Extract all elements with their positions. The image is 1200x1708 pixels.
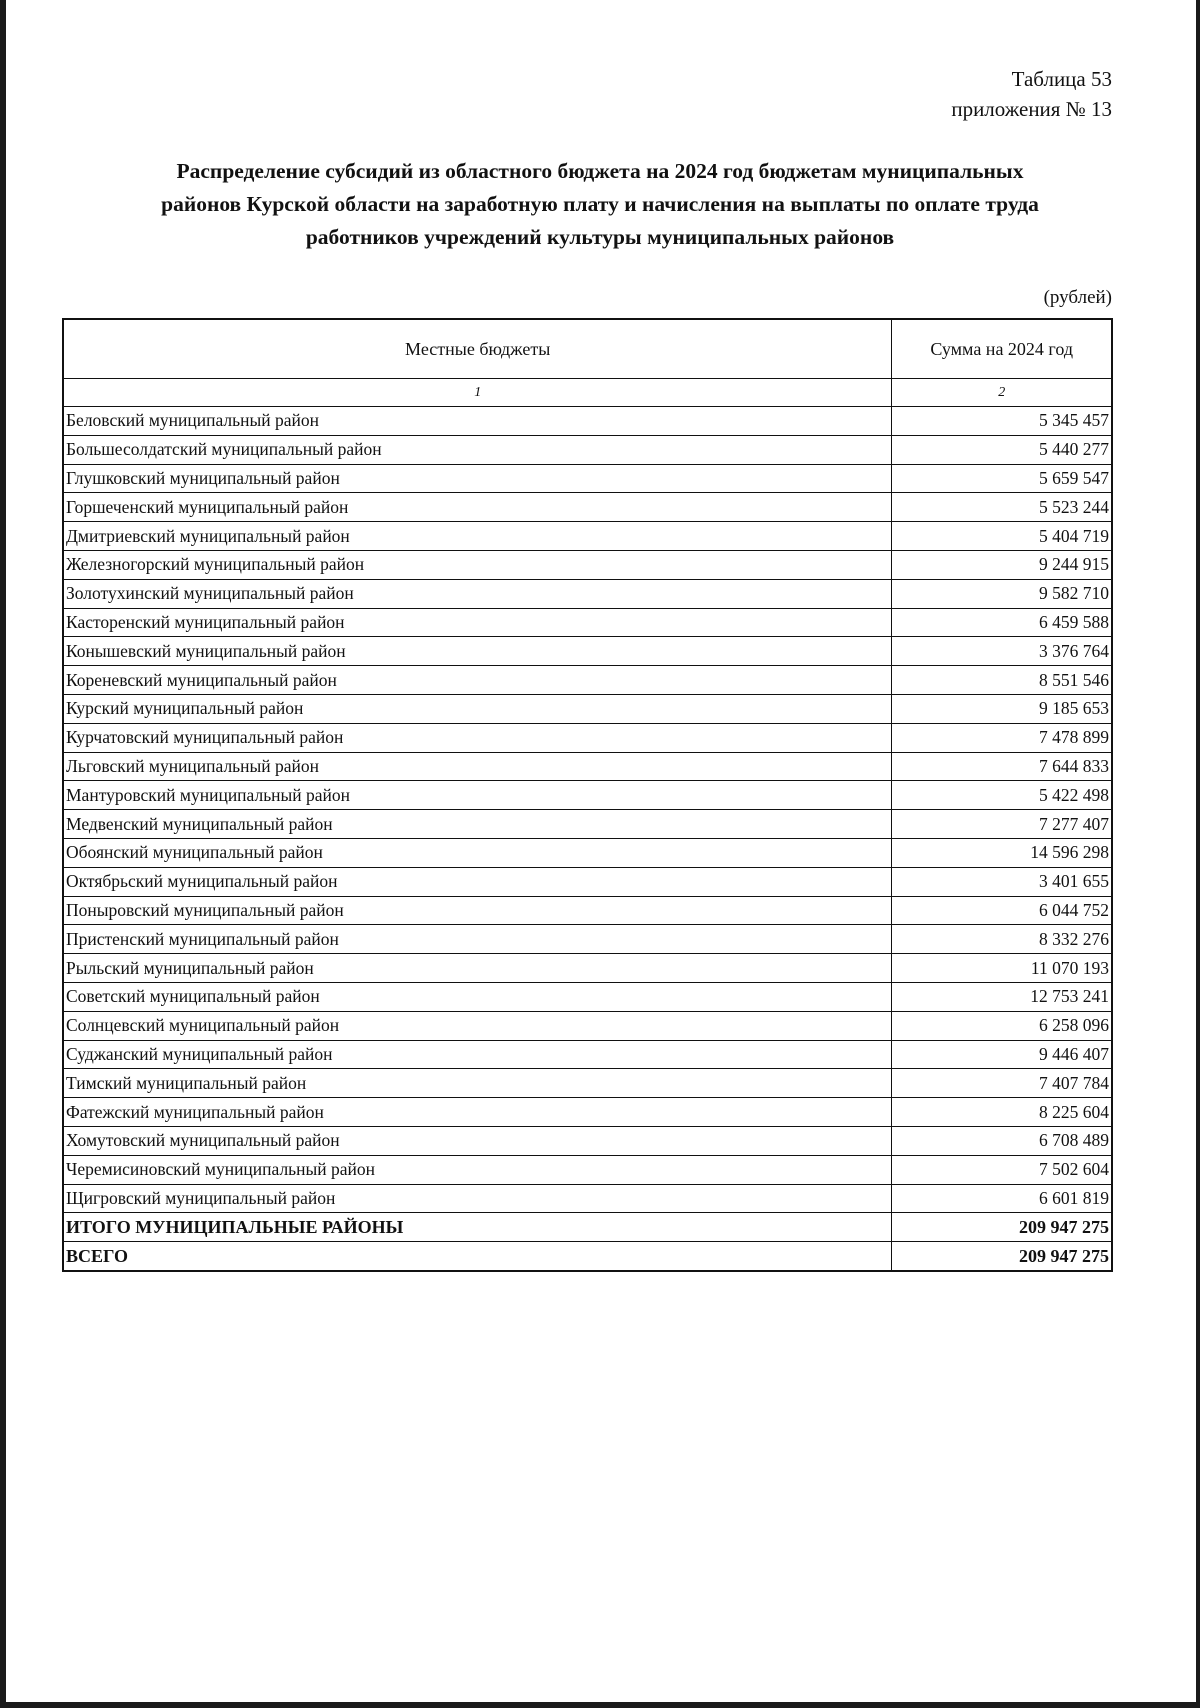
- title-line-2: районов Курской области на заработную плату и начисления на выплаты по оплате труда: [161, 192, 1039, 216]
- table-row: [63, 493, 1112, 522]
- district-sum: 5 440 277: [892, 435, 1112, 464]
- district-sum: 5 422 498: [892, 781, 1112, 810]
- scan-edge-left: [0, 0, 6, 1708]
- table-row: [63, 407, 1112, 436]
- district-name: Горшеченский муниципальный район: [63, 493, 892, 522]
- table-row: [63, 723, 1112, 752]
- table-row: [63, 694, 1112, 723]
- district-sum: 5 345 457: [892, 407, 1112, 436]
- appendix-reference: приложения № 13: [951, 97, 1112, 121]
- table-row: [63, 781, 1112, 810]
- district-name: Касторенский муниципальный район: [63, 608, 892, 637]
- district-name: Рыльский муниципальный район: [63, 954, 892, 983]
- district-name: Черемисиновский муниципальный район: [63, 1155, 892, 1184]
- district-name: Медвенский муниципальный район: [63, 810, 892, 839]
- total-sum: 209 947 275: [892, 1213, 1112, 1242]
- table-row: [63, 435, 1112, 464]
- district-name: Хомутовский муниципальный район: [63, 1126, 892, 1155]
- district-name: Пристенский муниципальный район: [63, 925, 892, 954]
- district-sum: 11 070 193: [892, 954, 1112, 983]
- district-sum: 7 478 899: [892, 723, 1112, 752]
- table-row: [63, 464, 1112, 493]
- column-number-1: 1: [63, 379, 892, 407]
- district-name: Поныровский муниципальный район: [63, 896, 892, 925]
- table-row: [63, 1126, 1112, 1155]
- district-name: Обоянский муниципальный район: [63, 838, 892, 867]
- district-sum: 8 332 276: [892, 925, 1112, 954]
- district-name: Курский муниципальный район: [63, 694, 892, 723]
- district-sum: 3 376 764: [892, 637, 1112, 666]
- title-line-3: работников учреждений культуры муниципальных районов: [305, 225, 895, 249]
- district-sum: 8 551 546: [892, 666, 1112, 695]
- table-row: [63, 954, 1112, 983]
- district-sum: 14 596 298: [892, 838, 1112, 867]
- column-header-budgets: Местные бюджеты: [63, 319, 892, 379]
- district-name: Октябрьский муниципальный район: [63, 867, 892, 896]
- district-name: Мантуровский муниципальный район: [63, 781, 892, 810]
- total-sum: 209 947 275: [892, 1242, 1112, 1271]
- total-label: ИТОГО МУНИЦИПАЛЬНЫЕ РАЙОНЫ: [63, 1213, 892, 1242]
- table-row: [63, 925, 1112, 954]
- total-row: [63, 1242, 1112, 1271]
- table-number: Таблица 53: [1011, 67, 1112, 91]
- table-row: [63, 982, 1112, 1011]
- district-name: Железногорский муниципальный район: [63, 550, 892, 579]
- district-sum: 7 502 604: [892, 1155, 1112, 1184]
- district-name: Дмитриевский муниципальный район: [63, 522, 892, 551]
- district-sum: 3 401 655: [892, 867, 1112, 896]
- district-name: Щигровский муниципальный район: [63, 1184, 892, 1213]
- district-sum: 5 659 547: [892, 464, 1112, 493]
- document-title: [60, 155, 1140, 254]
- district-sum: 6 258 096: [892, 1011, 1112, 1040]
- district-sum: 9 446 407: [892, 1040, 1112, 1069]
- units-label: (рублей): [1043, 287, 1112, 308]
- column-number-2: 2: [892, 379, 1112, 407]
- table-row: [63, 1098, 1112, 1127]
- table-row: [63, 1069, 1112, 1098]
- district-name: Глушковский муниципальный район: [63, 464, 892, 493]
- table-row: [63, 579, 1112, 608]
- district-sum: 6 459 588: [892, 608, 1112, 637]
- district-sum: 9 582 710: [892, 579, 1112, 608]
- total-label: ВСЕГО: [63, 1242, 892, 1271]
- district-sum: 5 404 719: [892, 522, 1112, 551]
- district-name: Золотухинский муниципальный район: [63, 579, 892, 608]
- table-row: [63, 1011, 1112, 1040]
- table-row: [63, 838, 1112, 867]
- district-sum: 6 708 489: [892, 1126, 1112, 1155]
- district-name: Курчатовский муниципальный район: [63, 723, 892, 752]
- district-name: Кореневский муниципальный район: [63, 666, 892, 695]
- district-name: Большесолдатский муниципальный район: [63, 435, 892, 464]
- district-sum: 7 407 784: [892, 1069, 1112, 1098]
- district-sum: 9 185 653: [892, 694, 1112, 723]
- table-row: [63, 637, 1112, 666]
- table-row: [63, 896, 1112, 925]
- scan-edge-bottom: [0, 1702, 1200, 1708]
- column-number-row: [63, 379, 1112, 407]
- district-name: Льговский муниципальный район: [63, 752, 892, 781]
- district-sum: 6 601 819: [892, 1184, 1112, 1213]
- table-row: [63, 550, 1112, 579]
- district-name: Фатежский муниципальный район: [63, 1098, 892, 1127]
- table-row: [63, 752, 1112, 781]
- district-sum: 7 277 407: [892, 810, 1112, 839]
- table-row: [63, 608, 1112, 637]
- district-name: Суджанский муниципальный район: [63, 1040, 892, 1069]
- title-line-1: Распределение субсидий из областного бюджета на 2024 год бюджетам муниципальных: [176, 159, 1024, 183]
- total-row: [63, 1213, 1112, 1242]
- district-sum: 12 753 241: [892, 982, 1112, 1011]
- scan-edge-right: [1196, 0, 1200, 1708]
- table-row: [63, 867, 1112, 896]
- table-row: [63, 810, 1112, 839]
- district-sum: 9 244 915: [892, 550, 1112, 579]
- district-sum: 6 044 752: [892, 896, 1112, 925]
- budget-table: [62, 318, 1113, 1272]
- table-row: [63, 1184, 1112, 1213]
- table-row: [63, 666, 1112, 695]
- table-header-row: [63, 319, 1112, 379]
- district-sum: 8 225 604: [892, 1098, 1112, 1127]
- column-header-sum: Сумма на 2024 год: [892, 319, 1112, 379]
- district-name: Солнцевский муниципальный район: [63, 1011, 892, 1040]
- district-name: Беловский муниципальный район: [63, 407, 892, 436]
- district-name: Конышевский муниципальный район: [63, 637, 892, 666]
- district-name: Советский муниципальный район: [63, 982, 892, 1011]
- table-row: [63, 1155, 1112, 1184]
- district-sum: 7 644 833: [892, 752, 1112, 781]
- table-row: [63, 1040, 1112, 1069]
- table-row: [63, 522, 1112, 551]
- district-sum: 5 523 244: [892, 493, 1112, 522]
- table-reference: [951, 64, 1112, 124]
- district-name: Тимский муниципальный район: [63, 1069, 892, 1098]
